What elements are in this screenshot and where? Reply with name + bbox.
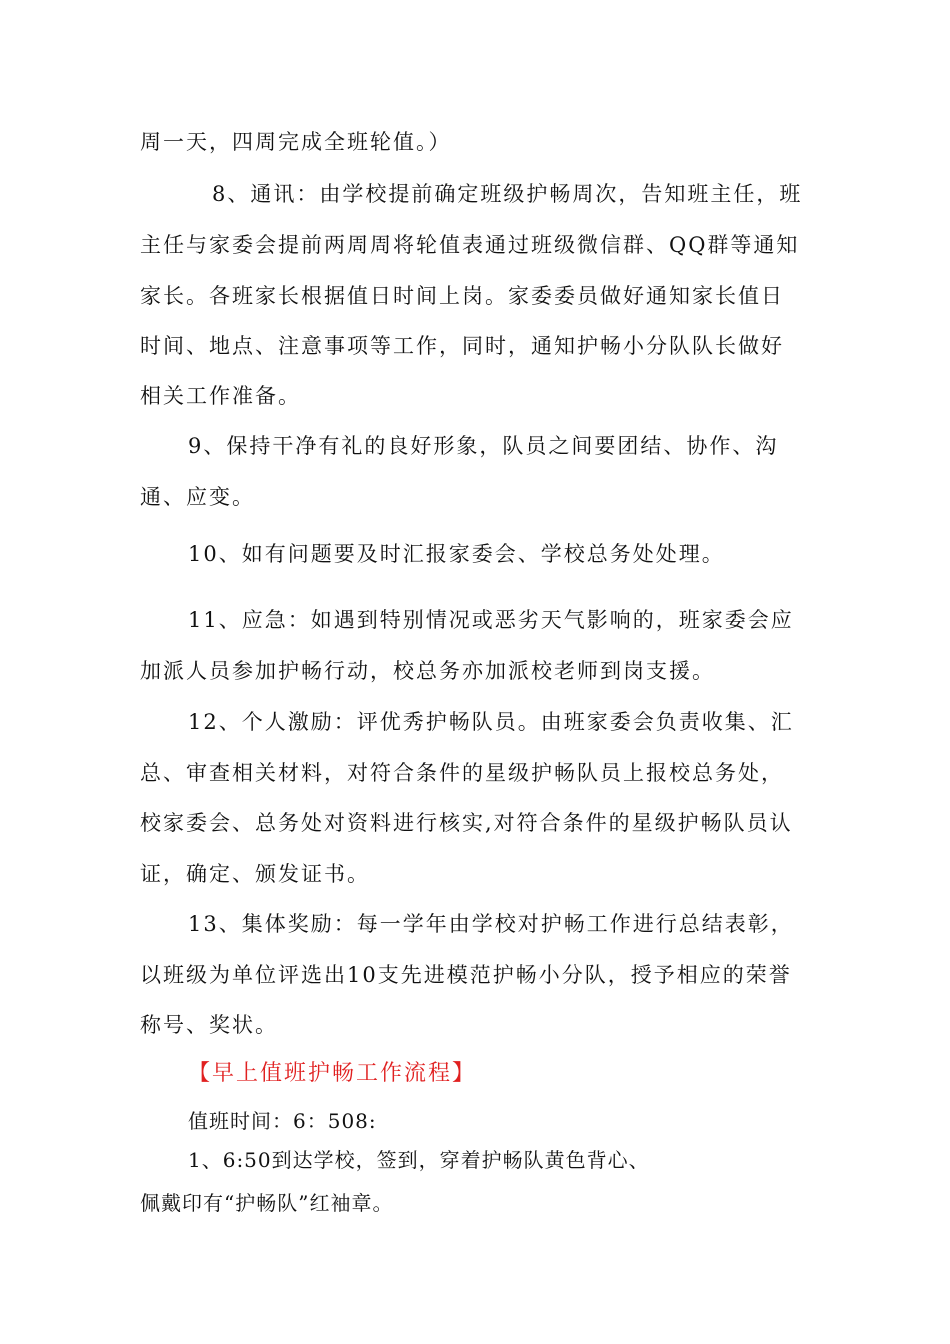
paragraph-line: 证，确定、颁发证书。: [140, 862, 370, 886]
paragraph-line: 校家委会、总务处对资料进行核实,对符合条件的星级护畅队员认: [140, 811, 793, 835]
paragraph-line: 加派人员参加护畅行动，校总务亦加派校老师到岗支援。: [140, 659, 715, 683]
paragraph-line: 值班时间：6：508:: [188, 1109, 377, 1133]
paragraph-line: 时间、地点、注意事项等工作，同时，通知护畅小分队队长做好: [140, 334, 784, 358]
paragraph-line: 10、如有问题要及时汇报家委会、学校总务处处理。: [188, 542, 725, 566]
paragraph-line: 9、保持干净有礼的良好形象，队员之间要团结、协作、沟: [188, 434, 779, 458]
paragraph-line: 通、应变。: [140, 485, 255, 509]
paragraph-line: 主任与家委会提前两周周将轮值表通过班级微信群、QQ群等通知: [140, 233, 800, 257]
paragraph-line: 周一天，四周完成全班轮值。）: [140, 130, 452, 154]
paragraph-line: 相关工作准备。: [140, 384, 301, 408]
paragraph-line: 佩戴印有“护畅队”红袖章。: [140, 1191, 394, 1215]
paragraph-line: 12、个人激励：评优秀护畅队员。由班家委会负责收集、汇: [188, 710, 794, 734]
section-heading: 【早上值班护畅工作流程】: [188, 1061, 477, 1086]
paragraph-line: 总、审查相关材料，对符合条件的星级护畅队员上报校总务处，: [140, 761, 784, 785]
paragraph-line: 11、应急：如遇到特别情况或恶劣天气影响的，班家委会应: [188, 608, 794, 632]
paragraph-line: 8、通讯：由学校提前确定班级护畅周次，告知班主任，班: [212, 182, 803, 206]
paragraph-line: 1、6:50到达学校，签到，穿着护畅队黄色背心、: [188, 1148, 650, 1172]
paragraph-line: 称号、奖状。: [140, 1013, 278, 1037]
paragraph-line: 家长。各班家长根据值日时间上岗。家委委员做好通知家长值日: [140, 284, 784, 308]
paragraph-line: 以班级为单位评选出10支先进模范护畅小分队，授予相应的荣誉: [140, 963, 792, 987]
paragraph-line: 13、集体奖励：每一学年由学校对护畅工作进行总结表彰，: [188, 912, 794, 936]
